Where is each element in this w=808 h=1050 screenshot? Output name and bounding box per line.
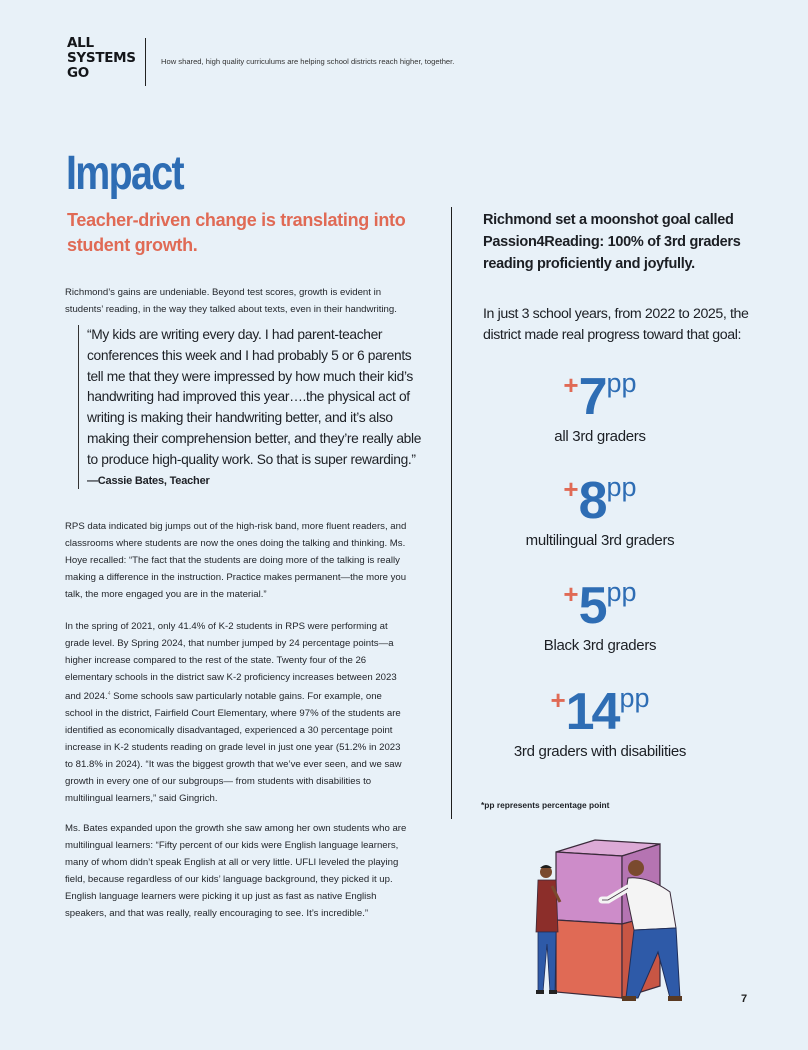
stat-label: multilingual 3rd graders — [525, 532, 675, 549]
stat-all-3rd-graders — [455, 368, 745, 445]
header-divider — [145, 38, 146, 86]
page-title: Impact — [66, 147, 184, 200]
quote-text: “My kids are writing every day. I had parent-teacher conferences this week and I had probably 5 or 6 parents tell me that they were impressed by how much their kid’s handwriting had improved this year….the physical act of writing is making their handwriting better, and it’s also making their comprehension better, and they’re really able to produce high-quality work. So that is super rewarding.” — [87, 327, 422, 467]
column-divider — [451, 207, 452, 819]
plus-sign: + — [563, 579, 579, 609]
header-tagline: How shared, high quality curriculums are helping school districts reach higher, together. — [161, 57, 455, 66]
stat-unit: pp — [606, 368, 637, 398]
stat-black-3rd-graders — [455, 577, 745, 654]
stat-number — [455, 368, 745, 426]
logo-line-1: ALL — [67, 35, 94, 51]
people-stacking-blocks-illustration — [530, 832, 690, 1010]
footnote-ref[interactable]: 4 — [107, 691, 111, 697]
plus-sign: + — [550, 685, 566, 715]
stat-unit: pp — [606, 472, 637, 502]
rps-data-paragraph: RPS data indicated big jumps out of the high-risk band, more fluent readers, and classrooms where students are now the ones doing the talking and thinking. Ms. Hoye recalled: “The fact that the students are doing more of the talking is really making a difference in the instruction. Practice makes permanent—the more you talk, the more engaged you are in the material.” — [65, 521, 407, 600]
logo-line-2: SYSTEMS — [67, 50, 136, 66]
page-number: 7 — [741, 993, 748, 1005]
stat-label: all 3rd graders — [554, 428, 646, 445]
stat-3rd-graders-with-disabilities — [455, 683, 745, 760]
stat-unit: pp — [606, 577, 637, 607]
logo-line-3: GO — [67, 65, 89, 81]
stat-number — [455, 683, 745, 741]
stat-value: 5 — [578, 577, 605, 635]
stat-number — [455, 472, 745, 530]
stat-value: 7 — [578, 368, 605, 426]
stat-label: Black 3rd graders — [543, 637, 657, 654]
section-subtitle: Teacher-driven change is translating into student growth. — [67, 210, 406, 255]
teacher-quote — [78, 325, 427, 489]
stat-unit: pp — [619, 683, 650, 713]
stat-number — [455, 577, 745, 635]
pp-footnote: *pp represents percentage point — [481, 800, 610, 810]
stat-multilingual-3rd-graders — [455, 472, 745, 549]
stat-value: 14 — [565, 683, 618, 741]
stat-value: 8 — [578, 472, 605, 530]
progress-intro: In just 3 school years, from 2022 to 2025, the district made real progress toward that goal: — [483, 306, 749, 343]
plus-sign: + — [563, 370, 579, 400]
intro-paragraph: Richmond’s gains are undeniable. Beyond test scores, growth is evident in students’ reading, in the way they talked about texts, even in their handwriting. — [65, 287, 397, 315]
plus-sign: + — [563, 474, 579, 504]
bates-paragraph: Ms. Bates expanded upon the growth she saw among her own students who are multilingual learners: “Fifty percent of our kids were English language learners, many of whom didn’t speak English at all or very little. UFLI leveled the playing field, because regardless of our kids’ language background, they picked it up. English language learners were picking it up just as fast as native English speakers, and that was really, really encouraging to see. It’s incredible.” — [65, 823, 407, 919]
goal-statement: Richmond set a moonshot goal called Passion4Reading: 100% of 3rd graders reading proficiently and joyfully. — [483, 212, 741, 272]
spring-2021-paragraph — [65, 618, 408, 807]
stat-label: 3rd graders with disabilities — [513, 743, 687, 760]
all-systems-go-logo — [67, 36, 143, 81]
para2-text-a: In the spring of 2021, only 41.4% of K-2 students in RPS were performing at grade level. By Spring 2024, that number jumped by 24 percentage points—a higher increase compared to the rest of the state. Twenty four of the 26 elementary schools in the district saw K-2 proficiency increases between 2023 and 2024. — [65, 621, 397, 703]
para2-text-b: Some schools saw particularly notable gains. For example, one school in the district, Fairfield Court Elementary, where 97% of the students are identified as economically disadvantaged, experienced a 30 percentage point increase in K-2 students reading on grade level in just one year (51.2% in 2023 to 81.8% in 2024). “It was the biggest growth that we’ve ever seen, and we saw growth in every one of our subgroups— from students with disabilities to multilingual learners,” said Gingrich. — [65, 691, 402, 805]
quote-attribution: —Cassie Bates, Teacher — [87, 474, 210, 487]
